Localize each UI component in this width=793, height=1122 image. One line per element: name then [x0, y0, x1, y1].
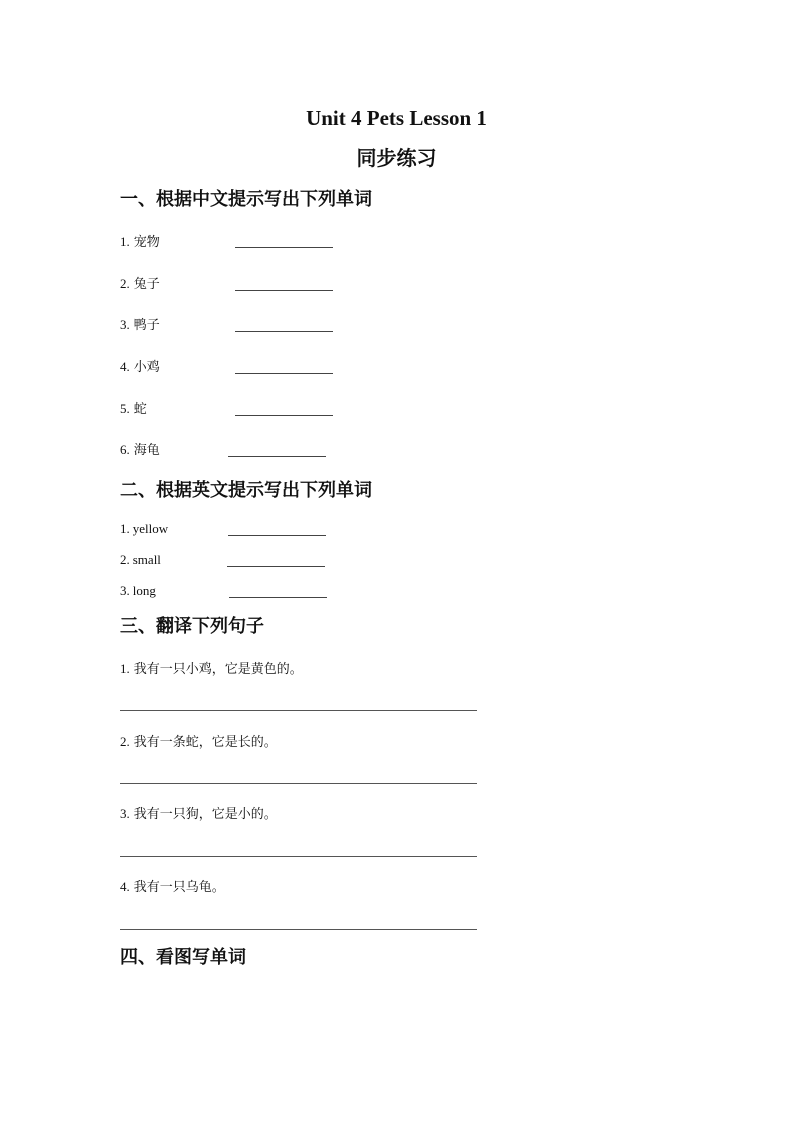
item-prompt: 我有一只小鸡，它是黄色的。 [133, 662, 303, 677]
item-prompt: 宠物 [133, 235, 160, 250]
answer-blank-1-2[interactable] [235, 290, 333, 291]
answer-blank-1-4[interactable] [235, 373, 333, 374]
section-1-heading: 一、根据中文提示写出下列单词 [120, 189, 372, 210]
answer-blank-2-3[interactable] [229, 597, 327, 598]
item-number: 2. [120, 276, 130, 291]
section-1-item-2 [120, 276, 160, 293]
answer-blank-1-3[interactable] [235, 331, 333, 332]
section-4-heading: 四、看图写单词 [120, 947, 246, 968]
item-prompt: 我有一只狗，它是小的。 [133, 807, 277, 822]
item-prompt: 蛇 [133, 402, 147, 417]
item-number: 6. [120, 442, 130, 457]
item-prompt: small [132, 552, 161, 567]
section-1-item-6 [120, 442, 160, 459]
item-number: 2. [120, 734, 130, 749]
section-3-item-1 [120, 661, 303, 678]
document-title: Unit 4 Pets Lesson 1 [306, 106, 487, 130]
answer-line-3-1[interactable] [120, 710, 477, 711]
section-2-heading: 二、根据英文提示写出下列单词 [120, 480, 372, 501]
answer-blank-1-5[interactable] [235, 415, 333, 416]
item-number: 3. [120, 317, 130, 332]
item-prompt: long [132, 583, 156, 598]
item-number: 1. [120, 661, 130, 676]
answer-line-3-3[interactable] [120, 856, 477, 857]
document-subtitle: 同步练习 [356, 146, 437, 170]
answer-blank-1-6[interactable] [228, 456, 326, 457]
answer-line-3-2[interactable] [120, 783, 477, 784]
answer-blank-1-1[interactable] [235, 247, 333, 248]
item-number: 4. [120, 359, 130, 374]
item-prompt: yellow [132, 521, 169, 536]
section-2-item-2 [120, 552, 161, 569]
section-1-item-3 [120, 317, 160, 334]
section-1-item-5 [120, 401, 147, 418]
item-number: 2. [120, 552, 130, 567]
item-number: 3. [120, 583, 130, 598]
answer-blank-2-1[interactable] [228, 535, 326, 536]
item-number: 1. [120, 521, 130, 536]
item-prompt: 鸭子 [133, 318, 160, 333]
item-number: 5. [120, 401, 130, 416]
section-2-item-1 [120, 521, 168, 538]
item-prompt: 小鸡 [133, 360, 160, 375]
section-1-item-1 [120, 234, 160, 251]
item-number: 1. [120, 234, 130, 249]
item-prompt: 海龟 [133, 443, 160, 458]
section-3-item-3 [120, 806, 277, 823]
item-number: 3. [120, 806, 130, 821]
section-3-heading: 三、翻译下列句子 [120, 616, 264, 637]
section-1-item-4 [120, 359, 160, 376]
item-prompt: 我有一条蛇，它是长的。 [133, 735, 277, 750]
item-prompt: 我有一只乌龟。 [133, 880, 225, 895]
section-3-item-4 [120, 879, 225, 896]
item-prompt: 兔子 [133, 277, 160, 292]
section-2-item-3 [120, 583, 156, 600]
answer-line-3-4[interactable] [120, 929, 477, 930]
section-3-item-2 [120, 734, 277, 751]
item-number: 4. [120, 879, 130, 894]
answer-blank-2-2[interactable] [227, 566, 325, 567]
